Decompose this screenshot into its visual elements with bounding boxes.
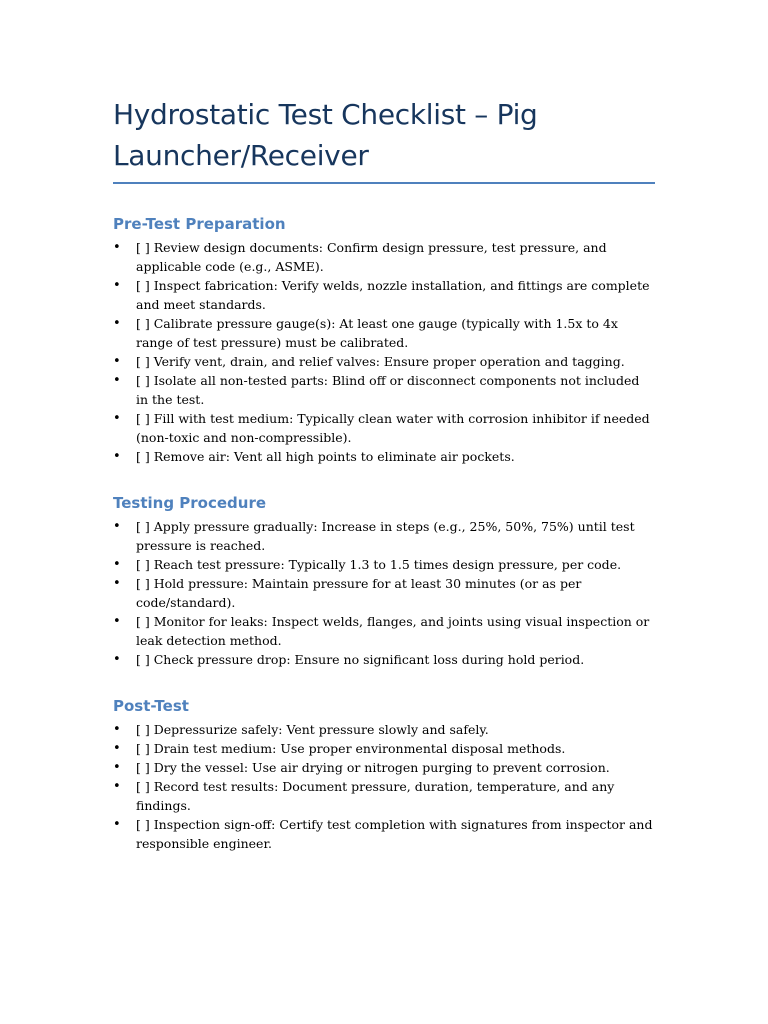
document-title: Hydrostatic Test Checklist – Pig Launcher/Receiver bbox=[113, 98, 538, 172]
checklist-item bbox=[113, 739, 655, 758]
checklist-item-text: [ ] Drain test medium: Use proper environmental disposal methods. bbox=[136, 741, 566, 756]
bullet-icon: • bbox=[113, 316, 121, 331]
bullet-icon: • bbox=[113, 652, 121, 667]
bullet-icon: • bbox=[113, 557, 121, 572]
checklist-item bbox=[113, 574, 655, 612]
checklist-item-text: [ ] Review design documents: Confirm design pressure, test pressure, and applicable code (e.g., ASME). bbox=[136, 240, 607, 274]
checklist-item-text: [ ] Remove air: Vent all high points to eliminate air pockets. bbox=[136, 449, 515, 464]
checklist-item bbox=[113, 352, 655, 371]
title-underline bbox=[113, 182, 655, 184]
checklist-item-text: [ ] Fill with test medium: Typically clean water with corrosion inhibitor if needed (non-toxic and non-compressible). bbox=[136, 411, 650, 445]
bullet-icon: • bbox=[113, 722, 121, 737]
bullet-icon: • bbox=[113, 576, 121, 591]
section-heading: Testing Procedure bbox=[113, 494, 267, 512]
bullet-icon: • bbox=[113, 240, 121, 255]
bullet-icon: • bbox=[113, 411, 121, 426]
checklist-item-text: [ ] Dry the vessel: Use air drying or nitrogen purging to prevent corrosion. bbox=[136, 760, 610, 775]
checklist-item bbox=[113, 517, 655, 555]
bullet-icon: • bbox=[113, 519, 121, 534]
checklist-item-text: [ ] Monitor for leaks: Inspect welds, flanges, and joints using visual inspection or leak detection method. bbox=[136, 614, 650, 648]
checklist-item bbox=[113, 777, 655, 815]
section-heading: Pre-Test Preparation bbox=[113, 215, 286, 233]
checklist-item bbox=[113, 447, 655, 466]
checklist-item bbox=[113, 720, 655, 739]
checklist-item-text: [ ] Verify vent, drain, and relief valves: Ensure proper operation and tagging. bbox=[136, 354, 625, 369]
bullet-icon: • bbox=[113, 741, 121, 756]
checklist-item-text: [ ] Inspection sign-off: Certify test completion with signatures from inspector and responsible engineer. bbox=[136, 817, 653, 851]
bullet-icon: • bbox=[113, 278, 121, 293]
checklist-item-text: [ ] Apply pressure gradually: Increase in steps (e.g., 25%, 50%, 75%) until test pressure is reached. bbox=[136, 519, 635, 553]
checklist-item-text: [ ] Hold pressure: Maintain pressure for at least 30 minutes (or as per code/standard). bbox=[136, 576, 582, 610]
checklist-item-text: [ ] Inspect fabrication: Verify welds, nozzle installation, and fittings are complete and meet standards. bbox=[136, 278, 650, 312]
checklist-item-text: [ ] Check pressure drop: Ensure no significant loss during hold period. bbox=[136, 652, 585, 667]
bullet-icon: • bbox=[113, 614, 121, 629]
checklist-item bbox=[113, 650, 655, 669]
checklist-item-text: [ ] Calibrate pressure gauge(s): At least one gauge (typically with 1.5x to 4x range of test pressure) must be calibrated. bbox=[136, 316, 618, 350]
document-page bbox=[113, 94, 655, 853]
checklist-item-text: [ ] Record test results: Document pressure, duration, temperature, and any findings. bbox=[136, 779, 615, 813]
checklist-item bbox=[113, 238, 655, 276]
checklist-item-text: [ ] Reach test pressure: Typically 1.3 to 1.5 times design pressure, per code. bbox=[136, 557, 622, 572]
checklist-item bbox=[113, 612, 655, 650]
bullet-icon: • bbox=[113, 449, 121, 464]
bullet-icon: • bbox=[113, 779, 121, 794]
bullet-icon: • bbox=[113, 373, 121, 388]
checklist-item bbox=[113, 555, 655, 574]
checklist bbox=[113, 720, 655, 853]
bullet-icon: • bbox=[113, 354, 121, 369]
section-pre-test-preparation bbox=[113, 214, 655, 466]
bullet-icon: • bbox=[113, 817, 121, 832]
checklist-item bbox=[113, 314, 655, 352]
bullet-icon: • bbox=[113, 760, 121, 775]
section-heading: Post-Test bbox=[113, 697, 189, 715]
checklist-item-text: [ ] Isolate all non-tested parts: Blind off or disconnect components not included in the test. bbox=[136, 373, 640, 407]
checklist-item bbox=[113, 758, 655, 777]
checklist bbox=[113, 238, 655, 466]
checklist-item bbox=[113, 815, 655, 853]
checklist-item bbox=[113, 409, 655, 447]
checklist-item bbox=[113, 371, 655, 409]
section-post-test bbox=[113, 696, 655, 853]
checklist-item bbox=[113, 276, 655, 314]
section-testing-procedure bbox=[113, 493, 655, 669]
checklist-item-text: [ ] Depressurize safely: Vent pressure slowly and safely. bbox=[136, 722, 489, 737]
checklist bbox=[113, 517, 655, 669]
